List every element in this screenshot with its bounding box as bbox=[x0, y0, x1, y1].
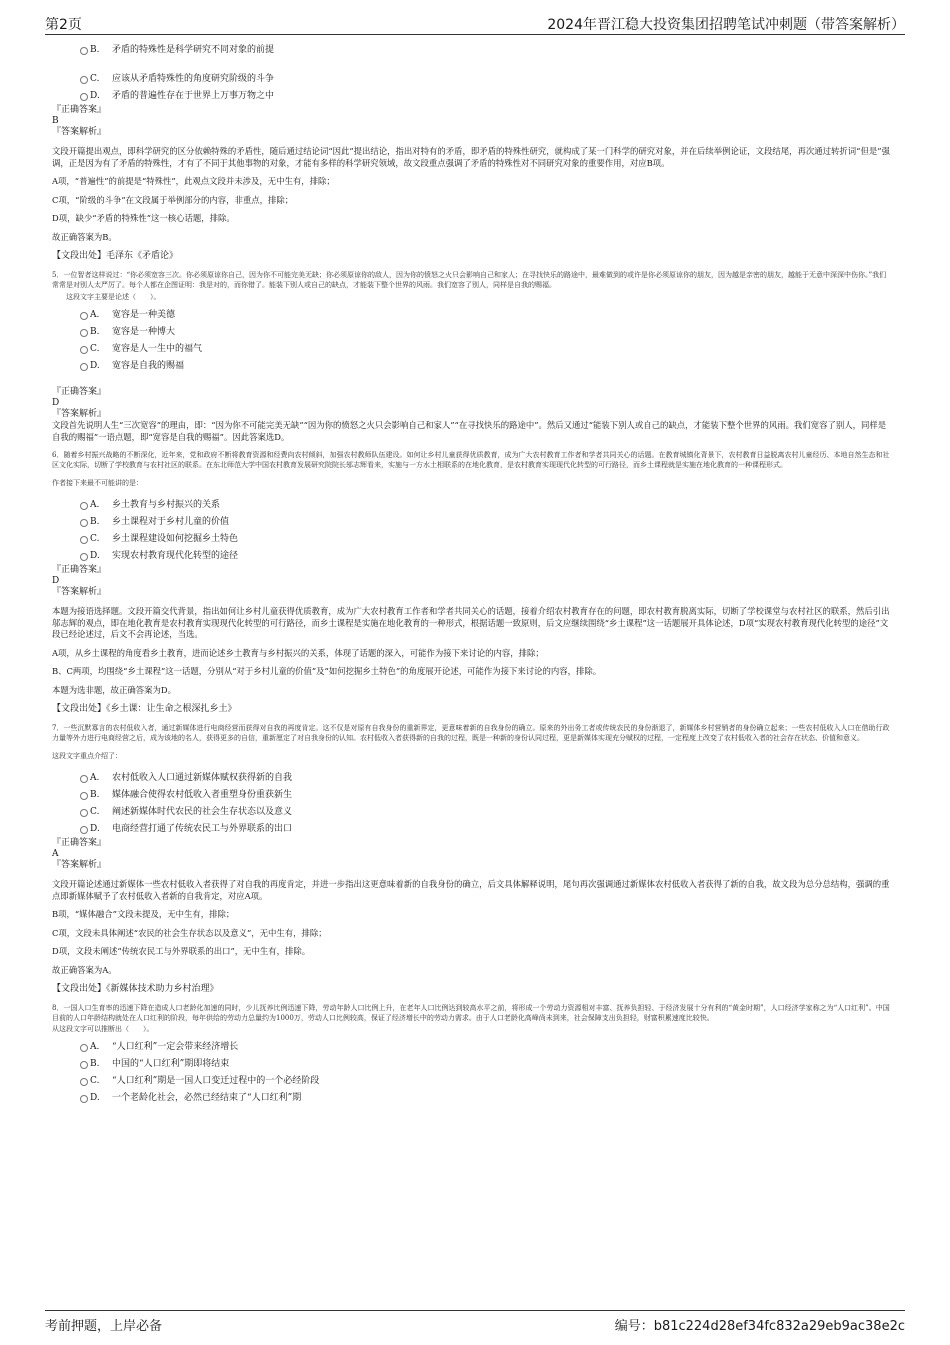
document-title: 2024年晋江稳大投资集团招聘笔试冲刺题（带答案解析） bbox=[547, 17, 905, 33]
answer-value: D bbox=[52, 576, 60, 586]
analysis-text: 文段开篇论述通过新媒体一些农村低收入者获得了对自我的再度肯定，并进一步指出这更意味着新的自我身份的确立，后文具体解释说明，尾句再次强调通过新媒体农村低收入者获得了新的自我，故文段为总分总结构，强调的重点即新媒体赋予了农村低收入者新的自我肯定，对应A项。 bbox=[52, 879, 890, 901]
page-footer bbox=[45, 1310, 905, 1333]
analysis-text: C项，文段未具体阐述“农民的社会生存状态以及意义”，无中生有，排除； bbox=[52, 927, 327, 938]
radio-icon[interactable] bbox=[80, 47, 88, 55]
answer-label: 『正确答案』 bbox=[52, 565, 107, 575]
radio-icon[interactable] bbox=[80, 76, 88, 84]
source-citation: 【文段出处】《新媒体技术助力乡村治理》 bbox=[52, 984, 219, 994]
option-c[interactable]: C. 应该从矛盾特殊性的角度研究阶级的斗争 bbox=[52, 71, 892, 88]
question-stem: 7．一些沉默寡言的农村低收入者，通过新媒体进行电商经营而获得对自我的再度肯定。这不仅是对原有自我身份的重新界定，更意味着新的自我身份的确立。原来的外出务工者或传统农民的身份渐退了，新媒体乡村营销者的身份确立起来；一些农村低收入人口在借助行政力量等外力进行电商经营之后，成为该地的名人，获得更多的自信，重新厘定了对自我身份的认知。农村低收入者获得新的自我的过程，既是一种新的身份认同过程，更是新媒体实现充分赋权的过程，一定程度上改变了农村低收入者的社会存在状态、价值和意义。 bbox=[52, 724, 890, 742]
question-7 bbox=[52, 723, 892, 995]
analysis-text: A项，从乡土课程的角度看乡土教育，进而论述乡土教育与乡村振兴的关系，体现了话题的深入，可能作为接下来讨论的内容，排除； bbox=[52, 647, 544, 658]
radio-icon[interactable] bbox=[80, 93, 88, 101]
radio-icon[interactable] bbox=[80, 809, 88, 817]
analysis-label: 『答案解析』 bbox=[52, 127, 107, 137]
analysis-text: 本题为接语选择题。文段开篇交代背景，指出如何让乡村儿童获得优质教育，成为广大农村教育工作者和学者共同关心的话题，接着介绍农村教育存在的问题，即农村教育脱离实际，切断了学校课堂与农村社区的联系，然后引出邬志辉的观点，即在地化教育是农村教育实现现代化转型的可行路径，而乡土课程是实施在地化教育的一种形式，根据话题一致原则，后文应继续围绕“乡土课程”这一话题展开具体论述，D项“实现农村教育现代化转型的途径”文段已经论述过，后文不会再论述，当选。 bbox=[52, 606, 890, 639]
option-d[interactable]: D. 实现农村教育现代化转型的途径 bbox=[52, 548, 892, 565]
radio-icon[interactable] bbox=[80, 312, 88, 320]
radio-icon[interactable] bbox=[80, 363, 88, 371]
answer-value: A bbox=[52, 849, 59, 859]
answer-value: D bbox=[52, 398, 60, 408]
question-5 bbox=[52, 270, 892, 443]
analysis-label: 『答案解析』 bbox=[52, 409, 107, 419]
radio-icon[interactable] bbox=[80, 519, 88, 527]
option-a[interactable]: A. 乡土教育与乡村振兴的关系 bbox=[52, 497, 892, 514]
answer-value: B bbox=[52, 116, 59, 126]
radio-icon[interactable] bbox=[80, 329, 88, 337]
analysis-text: 文段首先说明人生“三次宽容”的理由，即：“因为你不可能完美无缺”“因为你的愤怒之火只会影响自己和家人”“在寻找快乐的路途中”。然后又通过“能装下别人或自己的缺点，才能装下整个世界的风雨。我们宽容了别人，同样是自我的赐福”一语点题，即“宽容是自我的赐福”。因此答案选D。 bbox=[52, 420, 887, 442]
document-id: 编号：b81c224d28ef34fc832a29eb9ac38e2c bbox=[614, 1319, 905, 1334]
option-c[interactable]: C. 阐述新媒体时代农民的社会生存状态以及意义 bbox=[52, 804, 892, 821]
option-a[interactable]: A. 宽容是一种美德 bbox=[52, 307, 892, 324]
answer-label: 『正确答案』 bbox=[52, 838, 107, 848]
radio-icon[interactable] bbox=[80, 1061, 88, 1069]
option-d[interactable]: D. 一个老龄化社会，必然已经结束了“人口红利”期 bbox=[52, 1090, 892, 1107]
option-b[interactable]: B. 媒体融合使得农村低收入者重塑身份重获新生 bbox=[52, 787, 892, 804]
option-a[interactable]: A. “人口红利”一定会带来经济增长 bbox=[52, 1039, 892, 1056]
footer-slogan: 考前押题，上岸必备 bbox=[45, 1319, 163, 1334]
question-4 bbox=[52, 42, 892, 262]
analysis-text: 本题为选非题，故正确答案为D。 bbox=[52, 684, 176, 695]
option-d[interactable]: D. 矛盾的普遍性存在于世界上万事万物之中 bbox=[52, 88, 892, 105]
question-stem: 8．一国人口生育率的迅速下降在造成人口老龄化加速的同时，少儿抚养比例迅速下降，劳动年龄人口比例上升，在老年人口比例达到较高水平之前，将形成一个劳动力资源相对丰富、抚养负担轻、于经济发展十分有利的“黄金时期”，人口经济学家称之为“人口红利”。中国目前的人口年龄结构就处在人口红利的阶段，每年供给的劳动力总量约为1000万，劳动人口比例较高，保证了经济增长中的劳动力需求。由于人口老龄化高峰尚未到来，社会保障支出负担轻，财富积累速度比较快。 bbox=[52, 1004, 890, 1022]
source-citation: 【文段出处】毛泽东《矛盾论》 bbox=[52, 251, 179, 261]
radio-icon[interactable] bbox=[80, 536, 88, 544]
page-number: 第2页 bbox=[45, 17, 82, 33]
question-6 bbox=[52, 450, 892, 715]
option-a[interactable]: A. 农村低收入人口通过新媒体赋权获得新的自我 bbox=[52, 770, 892, 787]
option-b[interactable]: B. 宽容是一种博大 bbox=[52, 324, 892, 341]
analysis-text: 故正确答案为A。 bbox=[52, 964, 117, 975]
analysis-text: C项，“阶级的斗争”在文段属于举例部分的内容，非重点，排除； bbox=[52, 194, 294, 205]
analysis-text: B项，“媒体融合”文段未提及，无中生有，排除； bbox=[52, 909, 235, 919]
question-stem: 6．随着乡村振兴战略的不断深化，近年来，党和政府不断将教育资源和经费向农村倾斜，加强农村教师队伍建设。如何让乡村儿童获得优质教育，成为广大农村教育工作者和学者共同关心的话题。在教育城镇化背景下，农村教育日益脱离农村儿童经历、本地自然生态和社区文化实际，切断了学校教育与农村社区的联系。在东北师范大学中国农村教育发展研究院院长邬志辉看来，实施与一方水土相联系的在地化教育，是农村教育实现现代化转型的可行路径，而乡土课程就是实施在地化教育的一种课程形式。 bbox=[52, 451, 890, 469]
document-body bbox=[52, 42, 892, 1107]
radio-icon[interactable] bbox=[80, 553, 88, 561]
radio-icon[interactable] bbox=[80, 1095, 88, 1103]
answer-label: 『正确答案』 bbox=[52, 387, 107, 397]
analysis-text: D项，缺少“矛盾的特殊性”这一核心话题，排除。 bbox=[52, 213, 235, 223]
option-c[interactable]: C. 宽容是人一生中的福气 bbox=[52, 341, 892, 358]
option-b[interactable]: B. 乡土课程对于乡村儿童的价值 bbox=[52, 514, 892, 531]
answer-label: 『正确答案』 bbox=[52, 105, 107, 115]
option-d[interactable]: D. 宽容是自我的赐福 bbox=[52, 358, 892, 375]
radio-icon[interactable] bbox=[80, 1044, 88, 1052]
page-header bbox=[45, 12, 905, 35]
question-prompt: 作者接下来最不可能讲的是： bbox=[52, 479, 143, 487]
question-stem: 5．一位智者这样说过：“你必须宽容三次。你必须原谅你自己，因为你不可能完美无缺；你必须原谅你的敌人，因为你的愤怒之火只会影响自己和家人；在寻找快乐的路途中，最难做到的或许是你必须原谅你的朋友，因为越是亲密的朋友，越能于无意中深深中伤你。”我们常常是对别人太严厉了。每个人都在企图证明：我是对的，而你错了。能装下别人或自己的缺点，才能装下整个世界的风雨。我们宽容了别人，同样是自我的赐福。 bbox=[52, 271, 887, 289]
question-prompt: 从这段文字可以推断出（ ）。 bbox=[52, 1025, 154, 1033]
analysis-text: 文段开篇提出观点，即科学研究的区分依赖特殊的矛盾性，随后通过结论词“因此”提出结论，指出对特有的矛盾，即矛盾的特殊性研究，就构成了某一门科学的研究对象，并在后续举例论证，文段结尾，再次通过转折词“但是”强调，正是因为有了矛盾的特殊性，才有了不同于其他事物的对象，才能有多样的科学研究领域，故文段重点强调了矛盾的特殊性对不同研究对象的重要作用，对应B项。 bbox=[52, 146, 890, 168]
analysis-text: D项，文段未阐述“传统农民工与外界联系的出口”，无中生有，排除。 bbox=[52, 946, 311, 956]
analysis-label: 『答案解析』 bbox=[52, 587, 107, 597]
radio-icon[interactable] bbox=[80, 346, 88, 354]
question-prompt: 这段文字重点介绍了： bbox=[52, 752, 122, 760]
source-citation: 【文段出处】《乡土课：让生命之根深扎乡土》 bbox=[52, 704, 237, 714]
radio-icon[interactable] bbox=[80, 502, 88, 510]
analysis-text: 故正确答案为B。 bbox=[52, 231, 117, 242]
radio-icon[interactable] bbox=[80, 826, 88, 834]
analysis-text: A项，“普遍性”的前提是“特殊性”，此观点文段并未涉及，无中生有，排除； bbox=[52, 176, 335, 186]
option-c[interactable]: C. “人口红利”期是一国人口变迁过程中的一个必经阶段 bbox=[52, 1073, 892, 1090]
question-8 bbox=[52, 1003, 892, 1107]
radio-icon[interactable] bbox=[80, 775, 88, 783]
radio-icon[interactable] bbox=[80, 792, 88, 800]
option-c[interactable]: C. 乡土课程建设如何挖掘乡土特色 bbox=[52, 531, 892, 548]
option-b[interactable]: B. 矛盾的特殊性是科学研究不同对象的前提 bbox=[52, 42, 892, 59]
question-prompt: 这段文字主要是论述（ ）。 bbox=[66, 293, 161, 301]
radio-icon[interactable] bbox=[80, 1078, 88, 1086]
analysis-label: 『答案解析』 bbox=[52, 860, 107, 870]
option-b[interactable]: B. 中国的“人口红利”期即将结束 bbox=[52, 1056, 892, 1073]
analysis-text: B、C两项，均围绕“乡土课程”这一话题，分别从“对于乡村儿童的价值”及“如何挖掘乡土特色”的角度展开论述，可能作为接下来讨论的内容，排除。 bbox=[52, 666, 602, 676]
option-d[interactable]: D. 电商经营打通了传统农民工与外界联系的出口 bbox=[52, 821, 892, 838]
